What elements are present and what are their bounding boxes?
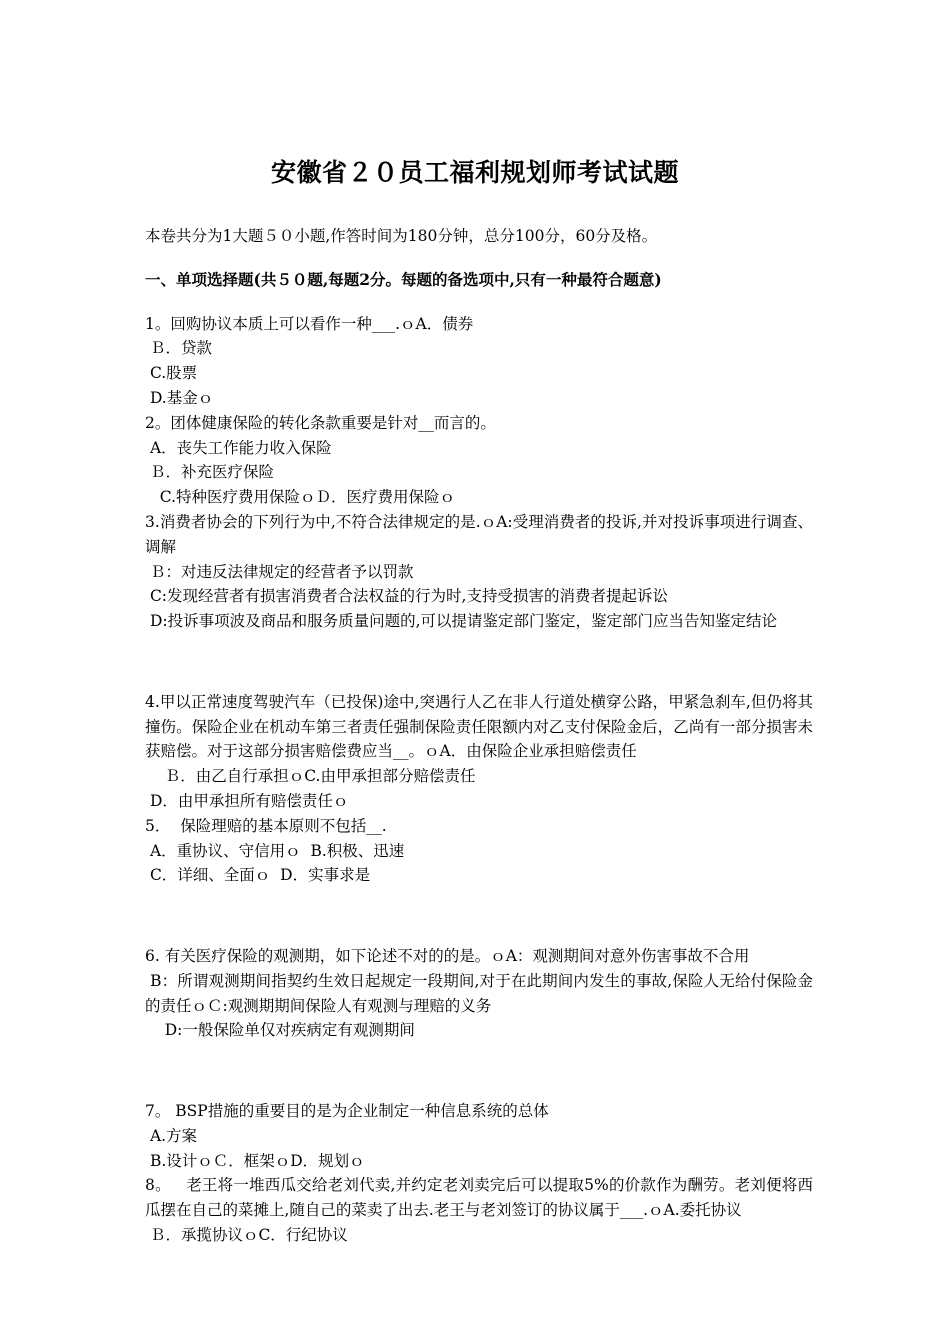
question-line: Ｂ．贷款 xyxy=(145,339,212,358)
question-line: 6. 有关医疗保险的观测期，如下论述不对的的是。ｏA：观测期间对意外伤害事故不合用 xyxy=(145,946,750,965)
question-line: Ｂ．承揽协议ｏC．行纪协议 xyxy=(145,1225,348,1244)
section-heading: 一、单项选择题(共５０题,每题2分。每题的备选项中,只有一种最符合题意) xyxy=(145,269,662,289)
question-line: D．由甲承担所有赔偿责任ｏ xyxy=(145,791,349,810)
blank-line xyxy=(145,904,813,929)
question-line: 4.甲以正常速度驾驶汽车（已投保)途中,突遇行人乙在非人行道处横穿公路，甲紧急刹车,但仍将其撞伤。保险企业在机动车第三者责任强制保险责任限额内对乙支付保险金后，乙尚有一部分损害未获赔偿。对于这部分损害赔偿费应当__。ｏA．由保险企业承担赔偿责任 xyxy=(145,692,813,761)
question-line: 5． 保险理赔的基本原则不包括__. xyxy=(145,816,387,835)
question-line: 2。团体健康保险的转化条款重要是针对__而言的。 xyxy=(145,413,496,432)
question-line: C.特种医疗费用保险ｏＤ．医疗费用保险ｏ xyxy=(145,488,456,507)
spacer xyxy=(145,293,813,312)
question-line: A．重协议、守信用ｏ B.积极、迅速 xyxy=(145,841,405,860)
question-line: A．丧失工作能力收入保险 xyxy=(145,438,332,457)
question-line: A.方案 xyxy=(145,1126,198,1145)
document-title: 安徽省２０员工福利规划师考试试题 xyxy=(270,158,679,187)
spacer xyxy=(145,249,813,268)
question-line: Ｂ．由乙自行承担ｏC.由甲承担部分赔偿责任 xyxy=(145,767,476,786)
question-line: D:投诉事项波及商品和服务质量问题的,可以提请鉴定部门鉴定，鉴定部门应当告知鉴定结论 xyxy=(145,612,778,631)
question-line: B：所谓观测期间指契约生效日起规定一段期间,对于在此期间内发生的事故,保险人无给付保险金的责任ｏＣ:观测期期间保险人有观测与理赔的义务 xyxy=(145,971,813,1015)
question-line: C:发现经营者有损害消费者合法权益的行为时,支持受损害的消费者提起诉讼 xyxy=(145,587,668,606)
document-body xyxy=(145,224,813,1248)
question-line: 1。回购协议本质上可以看作一种___.ｏA．债券 xyxy=(145,314,474,333)
question-line: 7。 BSP措施的重要目的是为企业制定一种信息系统的总体 xyxy=(145,1101,549,1120)
question-line: Ｂ：对违反法律规定的经营者予以罚款 xyxy=(145,562,414,581)
question-list xyxy=(145,312,813,1248)
question-line: D:一般保险单仅对疾病定有观测期间 xyxy=(145,1021,415,1040)
question-line: D.基金ｏ xyxy=(145,388,214,407)
question-line: 3.消费者协会的下列行为中,不符合法律规定的是.ｏA:受理消费者的投诉,并对投诉事项进行调查、调解 xyxy=(145,512,813,556)
question-line: Ｂ．补充医疗保险 xyxy=(145,463,274,482)
question-line: B.设计ｏＣ．框架ｏD．规划ｏ xyxy=(145,1151,365,1170)
question-line: 8。 老王将一堆西瓜交给老刘代卖,并约定老刘卖完后可以提取5%的价款作为酬劳。老刘便将西瓜摆在自己的菜摊上,随自己的菜卖了出去.老王与老刘签订的协议属于___.ｏA.委托协议 xyxy=(145,1176,813,1220)
question-line: C.股票 xyxy=(145,364,198,383)
blank-line xyxy=(145,649,813,674)
question-line: C．详细、全面ｏ D．实事求是 xyxy=(145,866,371,885)
intro-paragraph: 本卷共分为1大题５０小题,作答时间为180分钟，总分100分，60分及格。 xyxy=(145,227,658,245)
blank-line xyxy=(145,1059,813,1084)
